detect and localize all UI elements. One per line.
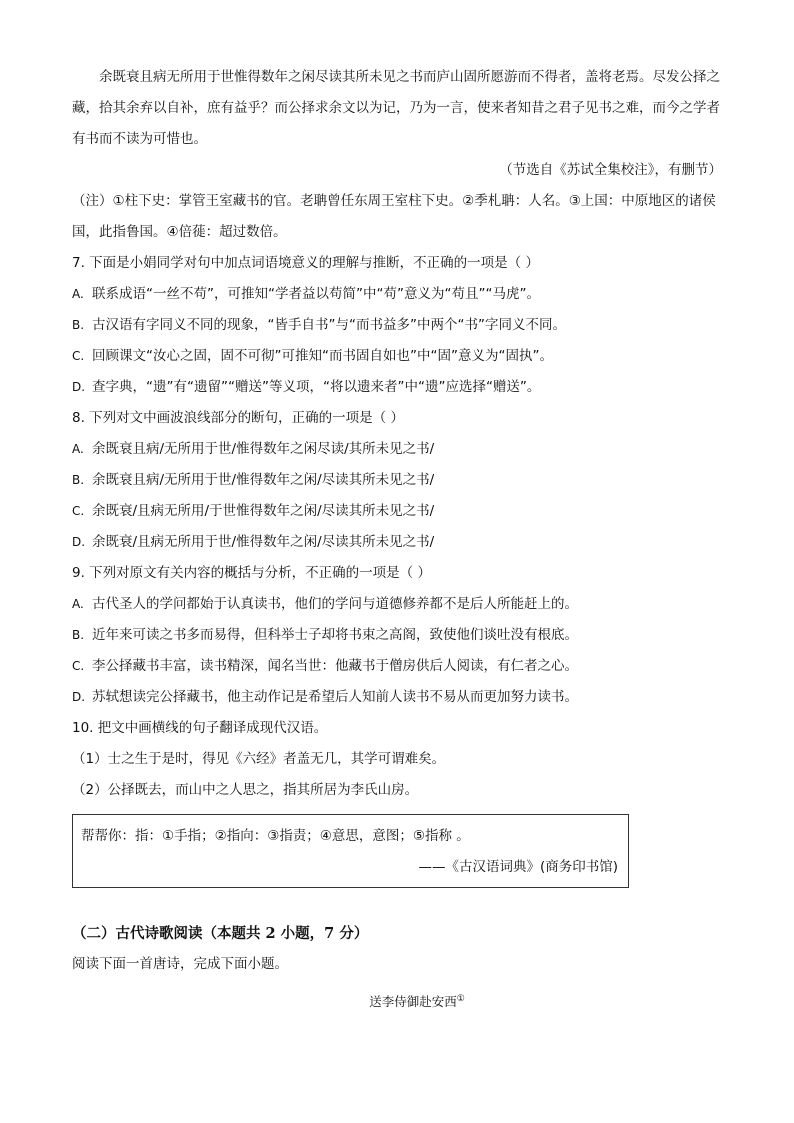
exam-page [72, 62, 722, 1017]
passage-notes: （注）①柱下史：掌管王室藏书的官。老聃曾任东周王室柱下史。②季札聃：人名。③上国：中原地区的诸侯国，此指鲁国。④倍蓰：超过数倍。 [72, 193, 716, 240]
question-10-stem: 10. 把文中画横线的句子翻译成现代汉语。 [72, 720, 328, 736]
question-8-option-b[interactable]: B. 余既衰且病/无所用于世/惟得数年之闲/尽读其所未见之书/ [72, 472, 435, 488]
question-8-stem: 8. 下列对文中画波浪线部分的断句，正确的一项是（ ） [72, 410, 404, 426]
question-8-option-d[interactable]: D. 余既衰/且病无所用于世/惟得数年之闲/尽读其所未见之书/ [72, 534, 435, 550]
question-7-stem: 7. 下面是小娟同学对句中加点词语境意义的理解与推断，不正确的一项是（ ） [72, 255, 539, 271]
question-9-stem: 9. 下列对原文有关内容的概括与分析，不正确的一项是（ ） [72, 565, 431, 581]
question-9-option-b[interactable]: B. 近年来可读之书多而易得，但科举士子却将书束之高阁，致使他们谈吐没有根底。 [72, 627, 578, 643]
help-reference: ——《古汉语词典》(商务印书馆) [418, 859, 618, 875]
passage-text: 余既衰且病无所用于世惟得数年之闲尽读其所未见之书而庐山固所愿游而不得者，盖将老焉。尽发公择之藏，拾其余弃以自补，庶有益乎？而公择求余文以为记，乃为一言，使来者知昔之君子见书之难，而今之学者有书而不读为可惜也。 [72, 69, 720, 147]
question-7-option-b[interactable]: B. 古汉语有字同义不同的现象，“皆手自书”与“而书益多”中两个“书”字同义不同。 [72, 317, 566, 333]
help-text: 帮帮你：指：①手指；②指向：③指责；④意思，意图；⑤指称 。 [81, 828, 470, 844]
question-9-option-d[interactable]: D. 苏轼想读完公择藏书，他主动作记是希望后人知前人读书不易从而更加努力读书。 [72, 689, 578, 705]
question-8-option-c[interactable]: C. 余既衰/且病无所用/于世惟得数年之闲/尽读其所未见之书/ [72, 503, 435, 519]
question-9-option-c[interactable]: C. 李公择藏书丰富，读书精深，闻名当世：他藏书于僧房供后人阅读，有仁者之心。 [72, 658, 578, 674]
question-7-option-a[interactable]: A. 联系成语“一丝不苟”，可推知“学者益以苟简”中“苟”意义为“苟且”“马虎”。 [72, 286, 540, 302]
passage-source: （节选自《苏试全集校注》，有删节） [499, 162, 722, 178]
poem-footnote-mark: ① [456, 994, 465, 1004]
section-2-instruction: 阅读下面一首唐诗，完成下面小题。 [72, 956, 288, 972]
poem-title: 送李侍御赴安西① [369, 994, 465, 1010]
question-8-option-a[interactable]: A. 余既衰且病/无所用于世/惟得数年之闲尽读/其所未见之书/ [72, 441, 435, 457]
section-2-title: （二）古代诗歌阅读（本题共 2 小题，7 分） [72, 925, 369, 942]
question-10-item-1: （1）士之生于是时，得见《六经》者盖无几，其学可谓难矣。 [72, 751, 446, 767]
question-10-item-2: （2）公择既去，而山中之人思之，指其所居为李氏山房。 [72, 782, 419, 798]
question-9-option-a[interactable]: A. 古代圣人的学问都始于认真读书，他们的学问与道德修养都不是后人所能赶上的。 [72, 596, 578, 612]
question-7-option-c[interactable]: C. 回顾课文“汝心之固，固不可彻”可推知“而书固自如也”中“固”意义为“固执”。 [72, 348, 553, 364]
help-box [72, 814, 629, 888]
question-7-option-d[interactable]: D. 查字典，“遗”有“遗留”“赠送”等义项，“将以遗来者”中“遗”应选择“赠送”。 [72, 379, 541, 395]
